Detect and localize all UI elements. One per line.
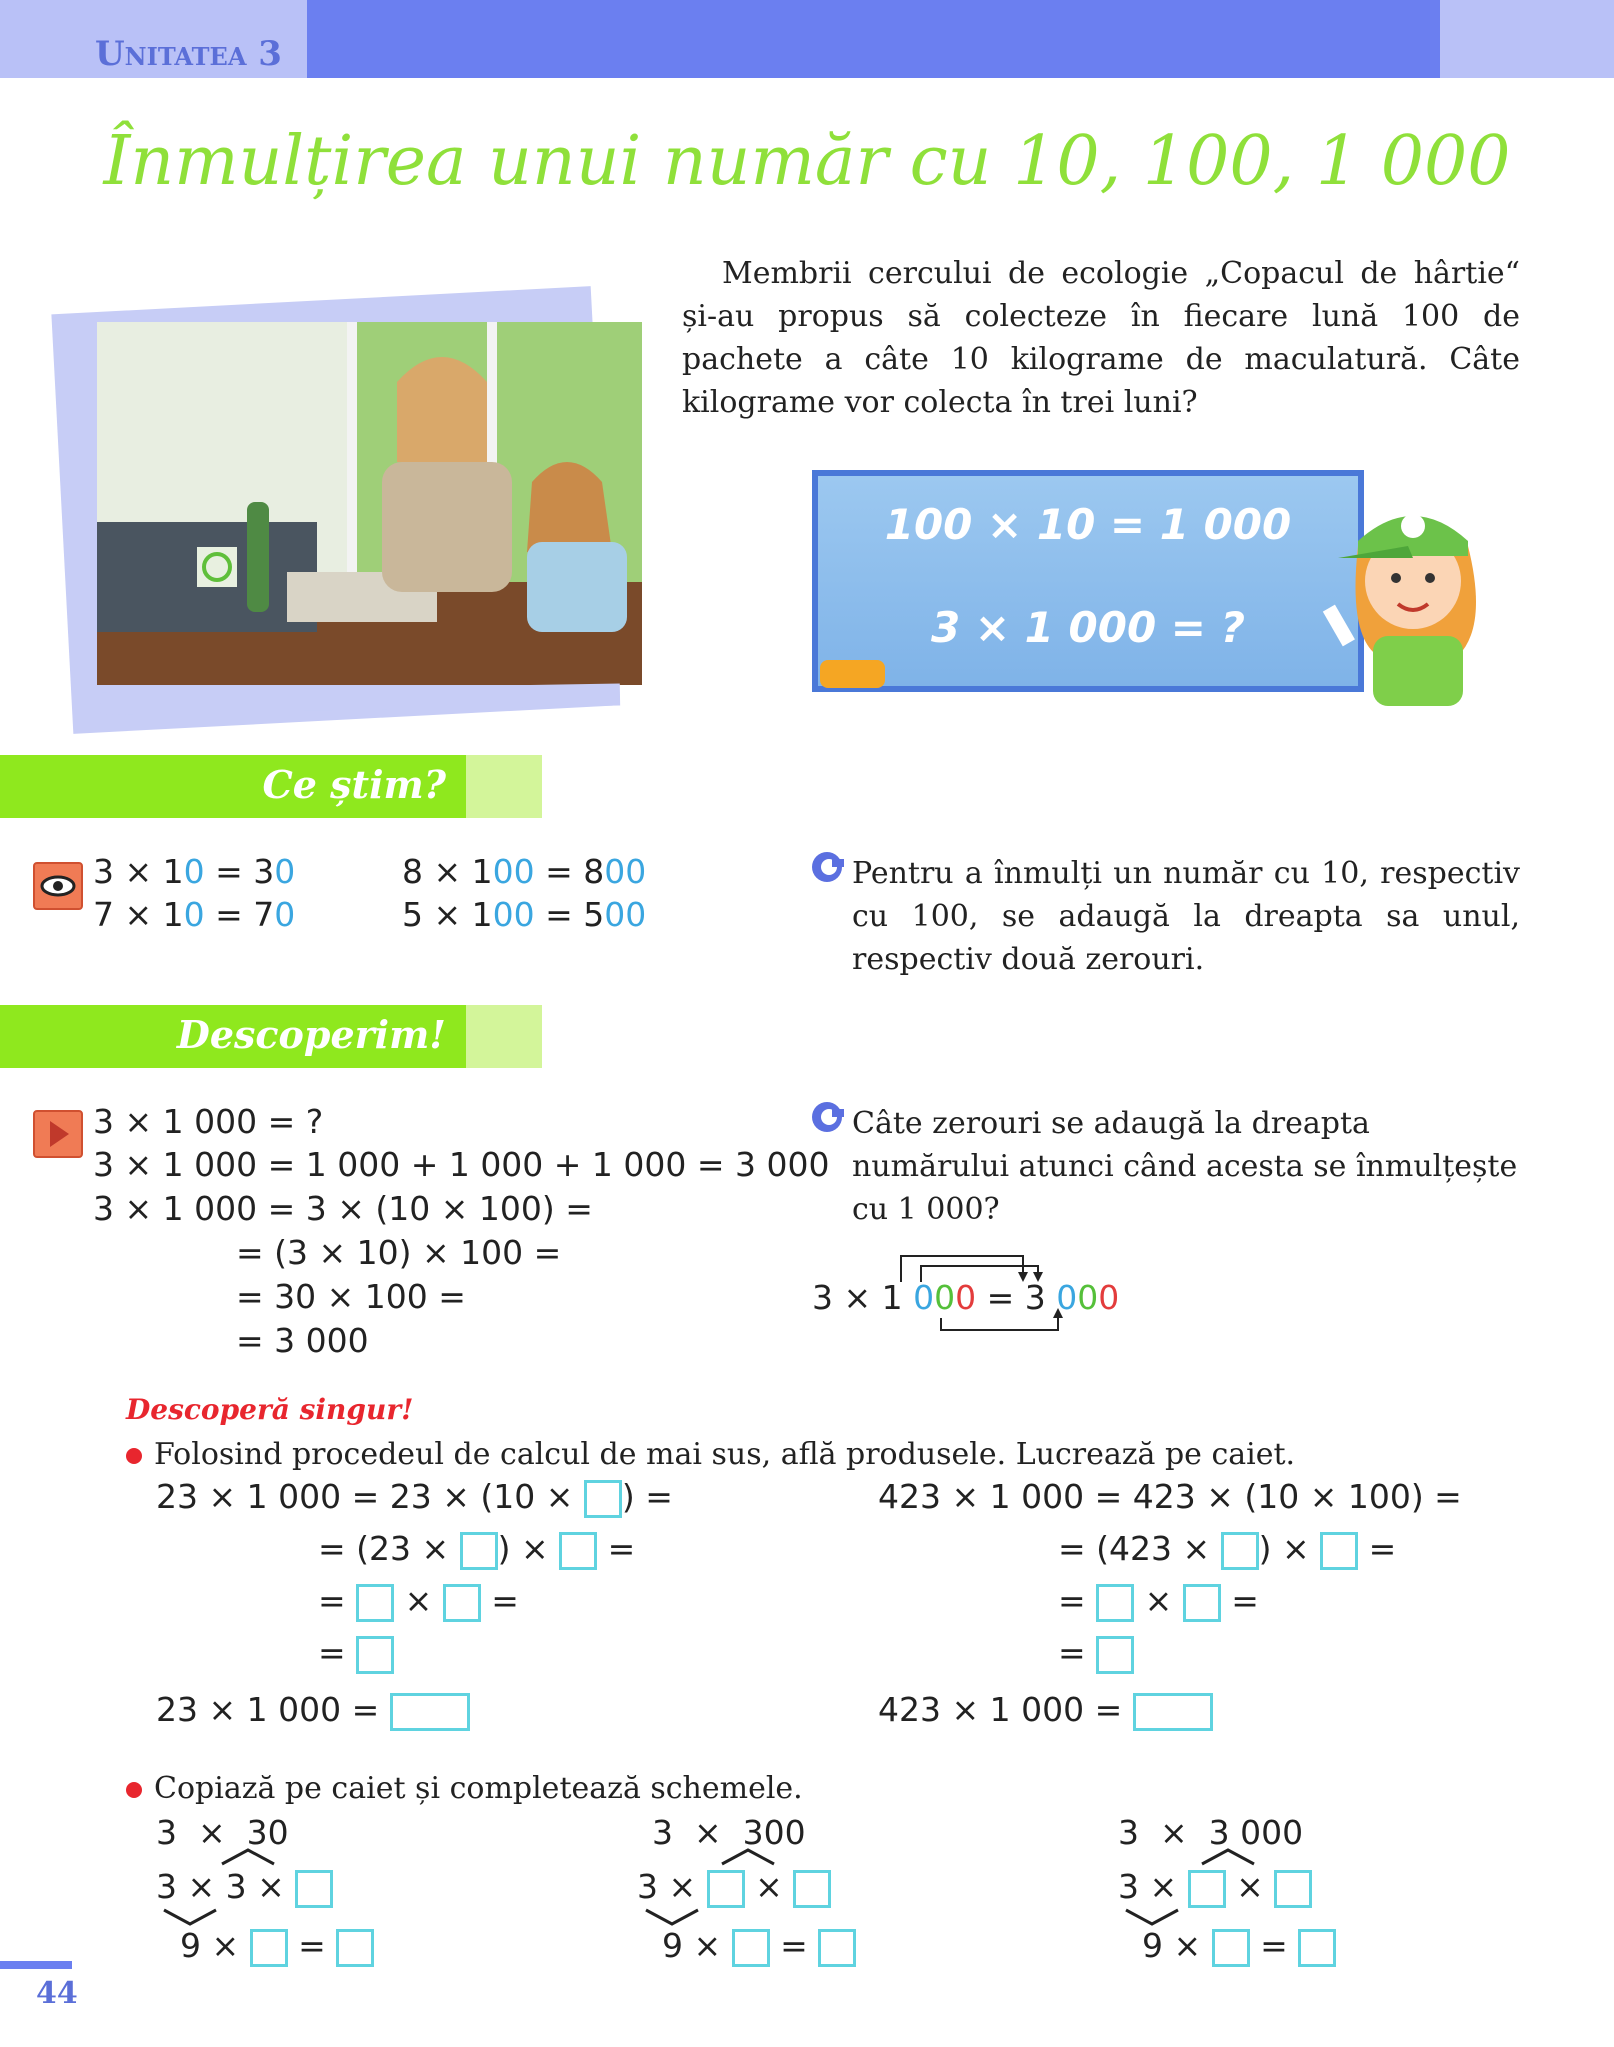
scheme-brace xyxy=(160,1908,220,1928)
board-equation-1: 100 × 10 = 1 000 xyxy=(884,500,1292,549)
discovery-line: = (3 × 10) × 100 = xyxy=(236,1233,562,1272)
answer-box[interactable] xyxy=(818,1929,856,1967)
scheme-brace xyxy=(718,1846,778,1866)
task-2: Copiază pe caiet și completează schemele. xyxy=(126,1767,803,1810)
unit-label: Unitatea 3 xyxy=(95,34,282,74)
descopera-singur-heading: Descoperă singur! xyxy=(126,1393,414,1426)
exercise-line: 23 × 1 000 = 23 × (10 × ) = xyxy=(156,1477,673,1516)
play-icon xyxy=(33,1110,83,1158)
answer-box[interactable] xyxy=(250,1929,288,1967)
ce-stim-heading: Ce știm? xyxy=(262,762,446,807)
exercise-line: 423 × 1 000 = 423 × (10 × 100) = xyxy=(878,1477,1462,1516)
task-1: Folosind procedeul de calcul de mai sus, află produsele. Lucrează pe caiet. xyxy=(126,1433,1516,1476)
scheme-brace xyxy=(1198,1846,1258,1866)
answer-box[interactable] xyxy=(584,1480,622,1518)
scheme-bottom: 9 × = xyxy=(662,1926,856,1967)
exercise-line: 423 × 1 000 = xyxy=(878,1690,1213,1731)
answer-box[interactable] xyxy=(356,1636,394,1674)
bullet-icon xyxy=(126,1448,142,1464)
discovery-line: = 3 000 xyxy=(236,1321,369,1360)
answer-box[interactable] xyxy=(1320,1532,1358,1570)
exercise-line: = × = xyxy=(318,1581,519,1620)
exercise-line: = (423 × ) × = xyxy=(1058,1529,1397,1568)
answer-box[interactable] xyxy=(1298,1929,1336,1967)
sponge-icon xyxy=(820,660,885,688)
answer-box[interactable] xyxy=(1188,1870,1226,1908)
header-band-dark xyxy=(307,0,1440,78)
answer-box[interactable] xyxy=(1183,1584,1221,1622)
scheme-bottom: 9 × = xyxy=(1142,1926,1336,1967)
answer-box[interactable] xyxy=(1096,1584,1134,1622)
scheme-brace xyxy=(642,1908,702,1928)
known-equation: 7 × 10 = 70 xyxy=(93,895,296,934)
answer-box[interactable] xyxy=(295,1870,333,1908)
discovery-line: 3 × 1 000 = 3 × (10 × 100) = xyxy=(93,1189,593,1228)
page-number: 44 xyxy=(36,1976,78,2011)
discovery-line: = 30 × 100 = xyxy=(236,1277,466,1316)
info-c-icon xyxy=(810,1100,844,1134)
page-title: Înmulțirea unui număr cu 10, 100, 1 000 xyxy=(103,122,1511,201)
answer-box[interactable] xyxy=(793,1870,831,1908)
question-text: Câte zerouri se adaugă la dreapta numărului atunci când acesta se înmulțește cu 1 000? xyxy=(852,1106,1518,1227)
scheme-brace xyxy=(218,1846,278,1866)
descoperim-tab-end xyxy=(466,1005,542,1068)
descoperim-heading: Descoperim! xyxy=(176,1012,446,1057)
answer-box[interactable] xyxy=(390,1693,470,1731)
answer-box[interactable] xyxy=(707,1870,745,1908)
exercise-line: = (23 × ) × = xyxy=(318,1529,636,1568)
known-equation: 3 × 10 = 30 xyxy=(93,852,296,891)
footer-bar xyxy=(0,1961,72,1969)
scheme-bottom: 9 × = xyxy=(180,1926,374,1967)
discovery-line: 3 × 1 000 = ? xyxy=(93,1102,324,1141)
known-equation: 5 × 100 = 500 xyxy=(402,895,647,934)
answer-box[interactable] xyxy=(1096,1636,1134,1674)
ce-stim-tab-end xyxy=(466,755,542,818)
known-equation: 8 × 100 = 800 xyxy=(402,852,647,891)
exercise-line: = × = xyxy=(1058,1581,1259,1620)
scheme-top: 3 × 3 000 xyxy=(1118,1813,1304,1852)
answer-box[interactable] xyxy=(443,1584,481,1622)
rule-text: Pentru a înmulți un număr cu 10, respectiv cu 100, se adaugă la dreapta sa unul, respectiv două zerouri. xyxy=(852,856,1520,977)
recycling-scene-illustration xyxy=(97,322,642,685)
bullet-icon xyxy=(126,1782,142,1798)
eye-icon xyxy=(33,862,83,910)
exercise-line: = xyxy=(318,1633,394,1674)
scheme-top: 3 × 30 xyxy=(156,1813,289,1852)
answer-box[interactable] xyxy=(732,1929,770,1967)
exercise-line: 23 × 1 000 = xyxy=(156,1690,470,1731)
answer-box[interactable] xyxy=(1133,1693,1213,1731)
answer-box[interactable] xyxy=(1274,1870,1312,1908)
answer-box[interactable] xyxy=(460,1532,498,1570)
recycling-photo xyxy=(97,322,642,685)
answer-box[interactable] xyxy=(1212,1929,1250,1967)
scheme-middle: 3 × 3 × xyxy=(156,1867,333,1908)
scheme-top: 3 × 300 xyxy=(652,1813,806,1852)
problem-text: Membrii cercului de ecologie „Copacul de hârtie“ și-au propus să colecteze în fiecare lună 100 de pachete a câte 10 kilograme de maculatură. Câte kilograme vor colecta în trei luni? xyxy=(682,256,1520,420)
answer-box[interactable] xyxy=(356,1584,394,1622)
girl-character-illustration xyxy=(1318,486,1508,706)
answer-box[interactable] xyxy=(1221,1532,1259,1570)
scheme-brace xyxy=(1122,1908,1182,1928)
answer-box[interactable] xyxy=(559,1532,597,1570)
discovery-line: 3 × 1 000 = 1 000 + 1 000 + 1 000 = 3 000 xyxy=(93,1145,830,1184)
exercise-line: = xyxy=(1058,1633,1134,1674)
scheme-middle: 3 × × xyxy=(1118,1867,1312,1908)
scheme-middle: 3 × × xyxy=(637,1867,831,1908)
board-equation-2: 3 × 1 000 = ? xyxy=(931,603,1245,652)
info-c-icon xyxy=(810,850,844,884)
zero-shift-equation: 3 × 1 000 = 3 000 xyxy=(812,1278,1120,1317)
answer-box[interactable] xyxy=(336,1929,374,1967)
